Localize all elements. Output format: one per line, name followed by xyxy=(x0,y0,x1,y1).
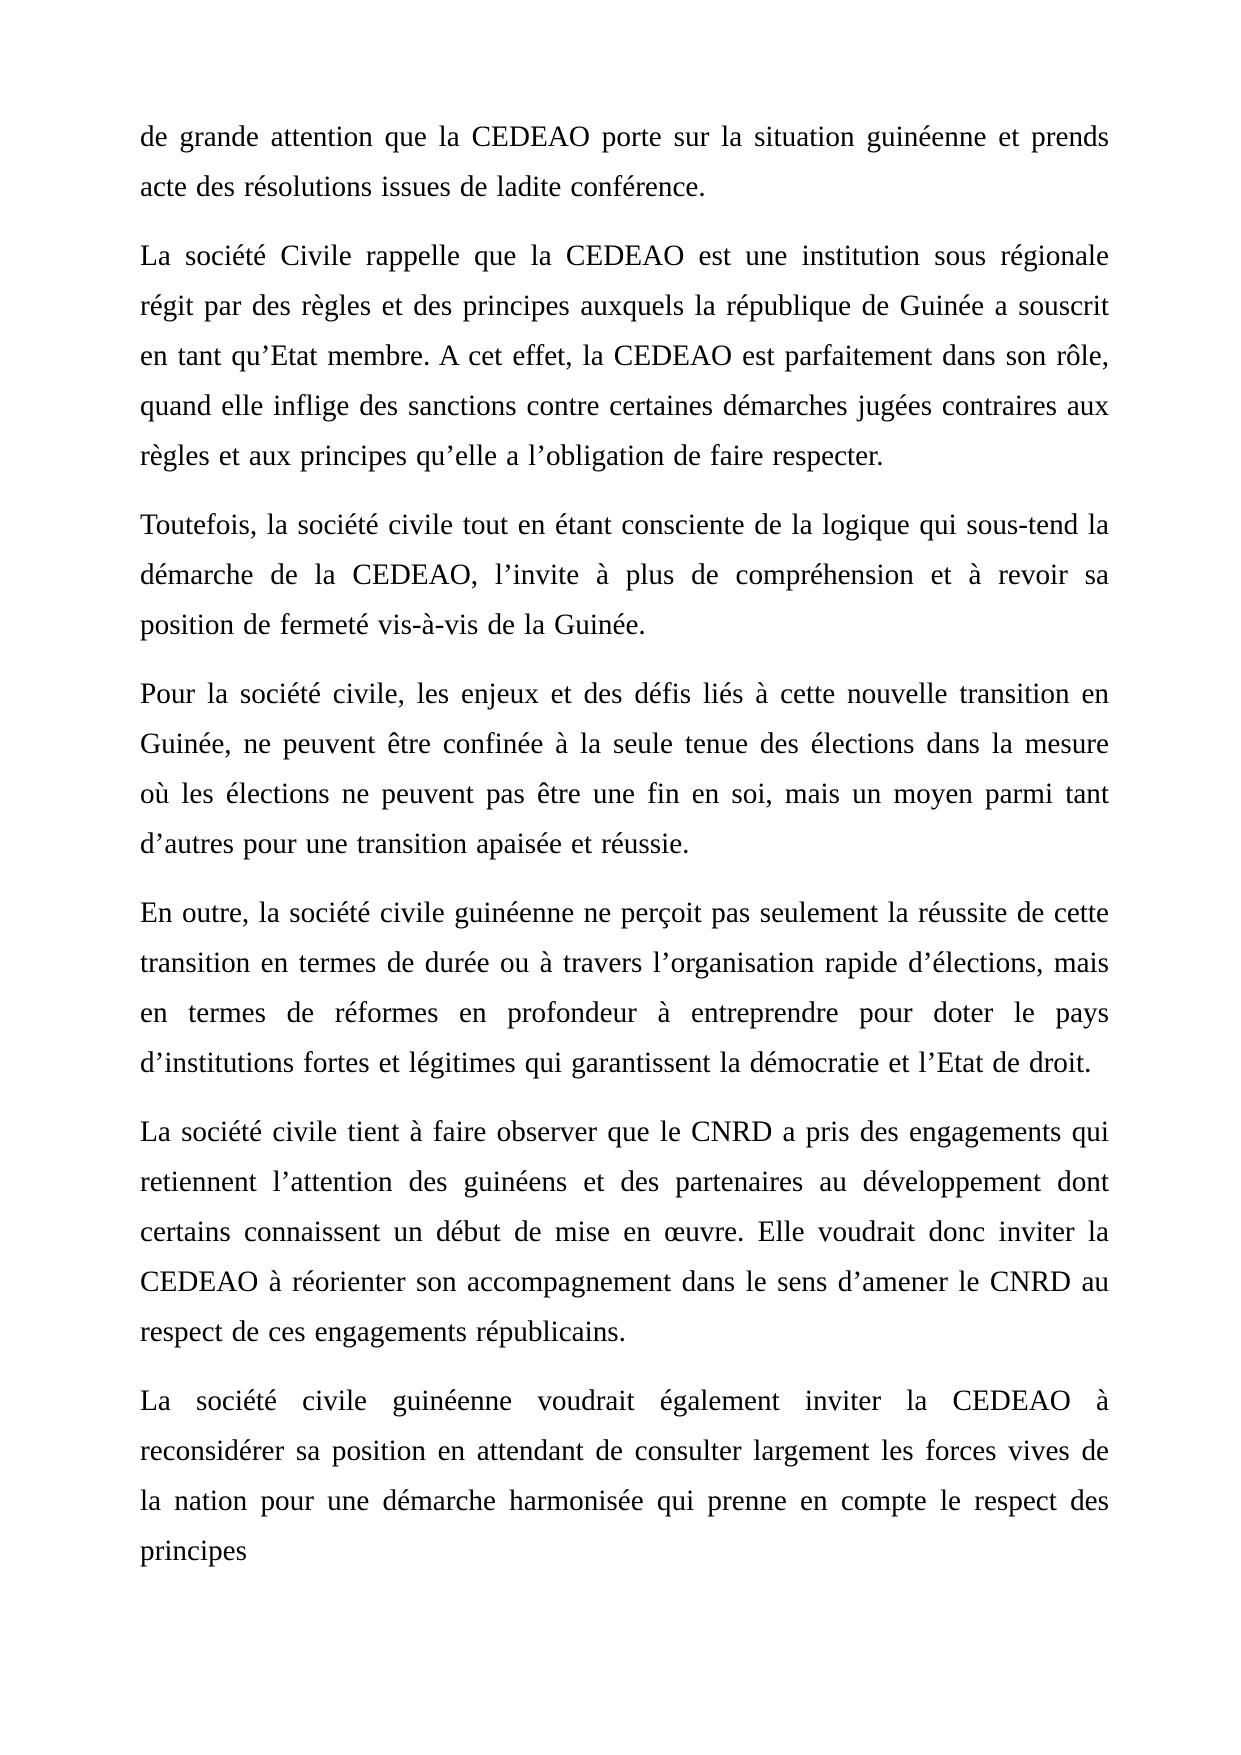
paragraph: En outre, la société civile guinéenne ne perçoit pas seulement la réussite de cette transition en termes de durée ou à travers l’organisation rapide d’élections, mais en termes de réformes en profondeur à entreprendre pour doter le pays d’institutions fortes et légitimes qui garantissent la démocratie et l’Etat de droit. xyxy=(140,897,1109,1079)
paragraph: Toutefois, la société civile tout en étant consciente de la logique qui sous-tend la démarche de la CEDEAO, l’invite à plus de compréhension et à revoir sa position de fermeté vis-à-vis de la Guinée. xyxy=(140,509,1109,641)
paragraph: La société Civile rappelle que la CEDEAO est une institution sous régionale régit par des règles et des principes auxquels la république de Guinée a souscrit en tant qu’Etat membre. A cet effet, la CEDEAO est parfaitement dans son rôle, quand elle inflige des sanctions contre certaines démarches jugées contraires aux règles et aux principes qu’elle a l’obligation de faire respecter. xyxy=(140,240,1109,472)
paragraph: La société civile guinéenne voudrait également inviter la CEDEAO à reconsidérer sa position en attendant de consulter largement les forces vives de la nation pour une démarche harmonisée qui prenne en compte le respect des principes xyxy=(140,1385,1109,1567)
paragraph: La société civile tient à faire observer que le CNRD a pris des engagements qui retiennent l’attention des guinéens et des partenaires au développement dont certains connaissent un début de mise en œuvre. Elle voudrait donc inviter la CEDEAO à réorienter son accompagnement dans le sens d’amener le CNRD au respect de ces engagements républicains. xyxy=(140,1116,1109,1348)
paragraph: Pour la société civile, les enjeux et des défis liés à cette nouvelle transition en Guinée, ne peuvent être confinée à la seule tenue des élections dans la mesure où les élections ne peuvent pas être une fin en soi, mais un moyen parmi tant d’autres pour une transition apaisée et réussie. xyxy=(140,678,1109,860)
paragraph-continuation: de grande attention que la CEDEAO porte sur la situation guinéenne et prends acte des résolutions issues de ladite conférence. xyxy=(140,121,1109,203)
